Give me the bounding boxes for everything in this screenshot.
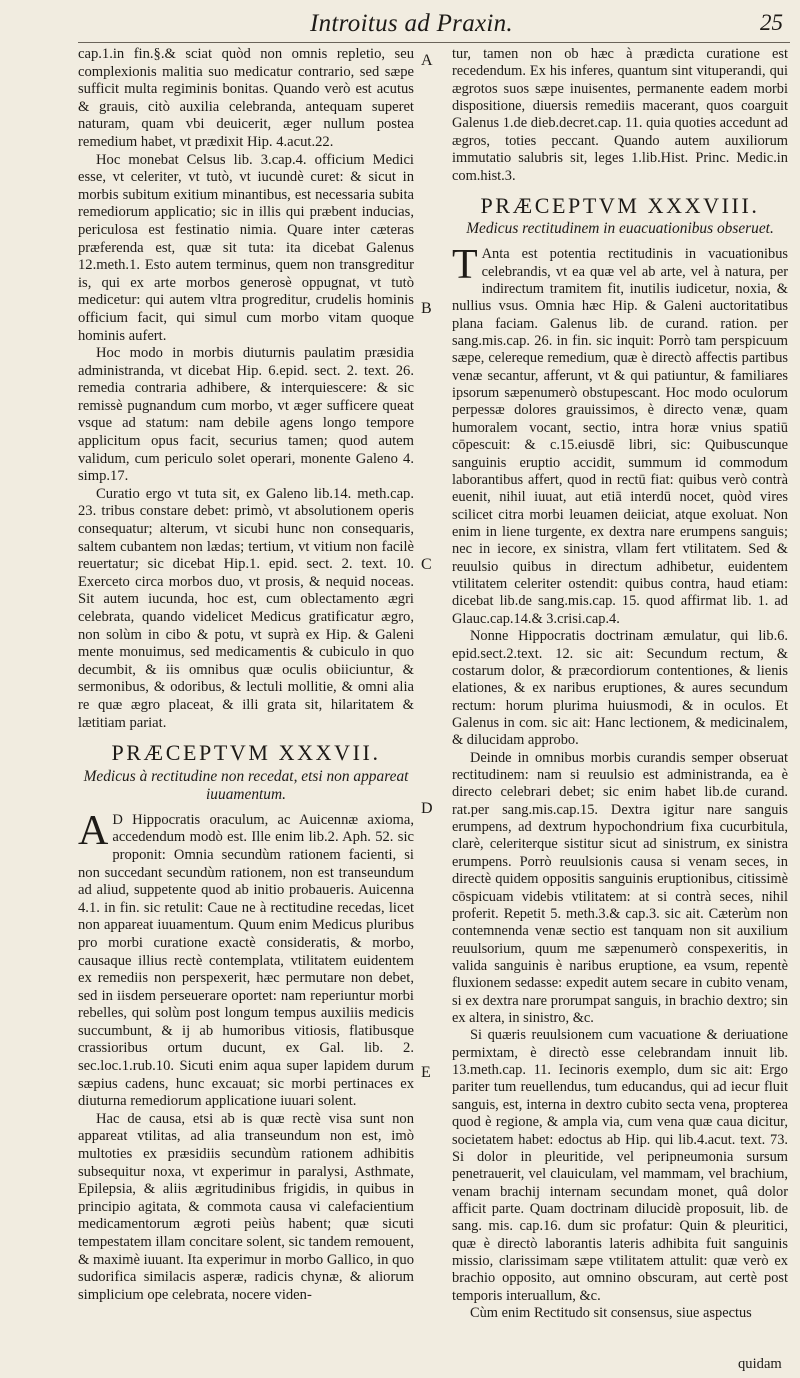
left-paragraph-5-text: D Hippocratis oraculum, ac Auicennæ axioma, accedendum modò est. Ille enim lib.2. Aph. 52. sic proponit: Omnia secundùm rationem facienti, si non succedant secundùm rationem, non est transeundum ad aliud, suppetente quod ab initio probaueris. Auicenna 4.1. in fin. sic retulit: Caue ne à rectitudine recedas, licet non appareat iuuamentum. Quum enim Medicus pluribus pro morbi curatione exactè consideratis, & morbo, causaque illius rectè contemplata, vtilitatem euidentem ex remediis non perspexerit, hæc permutare non debet, sed in iisdem perseuerare oportet: nam reperiuntur morbi rebelles, qui solùm post longum tempus auxiliis medicis succumbunt, & ij ab humoribus vitiosis, flatibusque crassioribus ortum ducunt, ex Gal. lib. 2. sec.loc.1.rub.10. Sicuti enim aqua super lapidem durum sæpius cadens, hunc excauat; sic morbi pertinaces ex diuturna remediorum applicatione iuuari solent.: [78, 811, 414, 1110]
right-paragraph-2: [452, 242, 788, 628]
drop-cap-a: A: [78, 807, 109, 854]
left-paragraph-6: Hac de causa, etsi ab is quæ rectè visa sunt non appareat vtilitas, ad alia transeundum non est, imò multoties ex præsidiis secundùm rationem adhibitis subsequitur noxa, vt experimur in paralysi, Asthmate, Epilepsia, & aliis ægritudinibus frigidis, in quibus in principio agitata, & commota causa vi calefacientium medicamentorum ægroti peiùs habent; quæ sicuti tempestatem illam concitare solent, sic tandem remouent, & maximè iuuant. Ita experimur in morbo Gallico, in quo sudorifica similacis asperæ, radicis chynæ, & aliorum simplicium ope celebrata, nocere viden-: [78, 1110, 414, 1303]
margin-letter-e: E: [421, 1064, 431, 1081]
header-rule: [78, 42, 790, 43]
precept-37-heading: PRÆCEPTVM XXXVII.: [111, 740, 381, 766]
precept-37-subheading: Medicus à rectitudine non recedat, etsi non appareat iuuamentum.: [83, 767, 409, 803]
margin-letter-a: A: [421, 52, 433, 69]
catchword: quidam: [738, 1356, 782, 1372]
right-paragraph-3: Nonne Hippocratis doctrinam æmulatur, qui lib.6. epid.sect.2.text. 12. sic ait: Secundum rectum, & costarum dolor, & præcordiorum contentiones, & lienis elationes, & ex naribus eruptiones, & aures secundum rectum: horum plurima huiusmodi, & in oculos. Et Galenus in com. sic ait: Hanc lectionem, & medicinalem, & dilucidam approbo.: [452, 628, 788, 749]
right-paragraph-2-text: Anta est potentia rectitudinis in vacuationibus celebrandis, vt ea quæ vel ab arte, vel à natura, per indirectum tramitem fit, inutilis iudicetur, noxia, & nullius vsus. Omnia hæc Hip. & Galeni auctoritatibus plana faciam. Galenus lib. de curand. ration. per sang.mis.cap. 26. in fin. sic inquit: Porrò tam perspicuum sæpe, celereque remedium, quæ è directò affectis partibus venæ secantur, afferunt, vt & qui patiuntur, & familiares ipsorum sæpenumerò obstupescant. Hoc modo oculorum perpessæ dolores grauissimos, è directo venæ, quam humoralem vocant, sectio, intra horæ vnius spatiū cōpescuit: & c.15.eiusdē libri, sic: Quibuscunque sanguinis eruptio accidit, summum id commodum laborantibus affert, quod in rectū fiat: quibus verò contrà euenit, nihil iuuat, aut etiā interdū nocet, quòd vires scilicet citra morbi leuamen deiiciat, atque exoluat. Non enim in liene turgente, ex dextra nare erumpens sanguis; nec in iecore, ex sinistra, vllam fert vtilitatem. Sed & reuulsio quibus in directum adhibetur, euidentem vtilitatem celeriter ostendit: quibus contra, haud etiam: dicebat lib.de sang.mis.cap. 15. quod affirmat lib. 1. ad Glauc.cap.14.& 3.crisi.cap.4.: [452, 246, 788, 627]
right-paragraph-4: Deinde in omnibus morbis curandis semper obseruat rectitudinem: nam si reuulsio est administranda, ea è directo celebrari debet; sic enim habet lib.de curand. rat.per sang.mis.cap.15. Dextra igitur nare sanguis erumpens, ad dextrum hypochondrium fixa cucurbitula, clarè, celeriterque sistitur sicut ad sinistrum, ex sinistra erumpens. Porrò reuulsionis causa si venam seces, in directè quidem oppositis sanguinis eruptionibus, citissimè cōspicuam videbis vtilitatem: at si contrà seces, nihil proferit. Repetit 5. meth.3.& cap.3. sic ait. Cæterùm non contemnenda venæ sectio est tanquam non sit auxilium reuulsorium, quum me sæpenumerò conspexeritis, in valida sanguinis è naribus eruptione, ea vsum, repentè fluxionem sedasse: expedit autem secare in cubito venam, si ex dextra nare prorumpat sanguis, in brachio dextro; sin ex altera, in sinistro, &c.: [452, 749, 788, 1027]
left-column: [78, 46, 414, 1304]
page-number: 25: [760, 10, 783, 35]
right-paragraph-6: Cùm enim Rectitudo sit consensus, siue aspectus: [470, 1305, 752, 1322]
right-paragraph-5: Si quæris reuulsionem cum vacuatione & deriuatione permixtam, è directò esse celebrandam innuit lib. 13.meth.cap. 11. Iecinoris exemplo, dum sic ait: Ergo pariter tum reuellendus, tum educandus, qui ad iecur fluit sanguis, est, interna in dextro cubito secta vena, propterea quod è regione, & ampla via, cum vena quæ caua dicitur, societatem habet: edoctus ab Hip. qui lib.4.acut. text. 73. Si dolor in pleuritide, vel peripneumonia sursum penetrauerit, vel clauiculam, vel mammam, vel brachium, venam brachij internam secundam monet, quâ dolor afficit parte. Quam doctrinam dilucidè proposuit, lib. de sang. mis. cap.16. dum sic profatur: Quin & pleuritici, quæ è directò laborantis lateris adhibita fuit sanguinis missio, clarissimam sæpe vtilitatem attulit: quæ verò ex brachio opposito, aut omnino obscuram, aut certè post temporis interuallum, &c.: [452, 1027, 788, 1304]
left-paragraph-2: Hoc monebat Celsus lib. 3.cap.4. officium Medici esse, vt celeriter, vt tutò, vt iucundè curet: & sicut in morbis subitum exitium minantibus, est necessaria subita remediorum applicatio; sic in illis qui præbent inducias, periculosa est festinatio nimia. Quare inter cæteras præferenda est, quæ sit tuta: ita dicebat Galenus 12.meth.1. Esto autem terminus, quem non transgreditur is, qui ex arte morbos generosè oppugnat, vt tutò medicetur: qui autem vltra progreditur, crudelis hominis officium facit, qui simul cum morbo vitam quoque hominis aufert.: [78, 151, 414, 344]
precept-38-subheading: Medicus rectitudinem in euacuationibus obseruet.: [466, 220, 774, 238]
left-paragraph-1: cap.1.in fin.§.& sciat quòd non omnis repletio, seu complexionis malitia suo medicatur contrario, sed sæpe sufficit multa regiminis bonitas. Quando verò est acutus & grauis, citò auxilia celebranda, antequam superet naturam, quam vbi deuicerit, æger nullum postea remedium habet, vt prædixit Hip. 4.acut.22.: [78, 46, 414, 150]
margin-letter-d: D: [421, 800, 433, 817]
left-paragraph-3: Hoc modo in morbis diuturnis paulatim præsidia administranda, vt dicebat Hip. 6.epid. sect. 2. text. 26. remedia contraria adhibere, & interquiescere: & sic remissè pugnandum cum morbo, vt æger sufficere queat vsque ad statum: nam debile agens longo tempore applicitum opus facit, securius tamen; quod autem validum, cum periculo solet operari, monente Galeno 4. simp.17.: [78, 345, 414, 485]
left-paragraph-5: [78, 807, 414, 1111]
left-paragraph-4: Curatio ergo vt tuta sit, ex Galeno lib.14. meth.cap. 23. tribus constare debet: primò, vt absolutionem operis consequatur; alterum, vt sicubi hunc non consequaris, saltem cubantem non lædas; tertium, vt vitium non facilè reuertatur; sic dicebat Hip.1. epid. sect. 2. text. 10. Exerceto circa morbos duo, vt prosis, & nequid noceas. Sit autem iucunda, hoc est, cum oblectamento ægri celebrata, quando videlicet Medicus gratificatur ægro, non solùm in cibo & potu, vt suprà ex Hip. & Galeni mente monuimus, sed medicamentis & cubiculo in quo decumbit, & iis omnibus quæ oculis obiiciuntur, & sermonibus, & odoribus, & lectuli mollitie, & omni alia re quæ ægro placeat, & illi grata sit, hilaritatem & lætitiam pariat.: [78, 485, 414, 731]
precept-38-heading: PRÆCEPTVM XXXVIII.: [480, 192, 760, 218]
drop-cap-t: T: [452, 242, 478, 289]
margin-letter-b: B: [421, 300, 432, 317]
running-title: Introitus ad Praxin.: [310, 10, 513, 37]
margin-letter-c: C: [421, 556, 432, 573]
right-column: [452, 46, 788, 1323]
right-paragraph-1: tur, tamen non ob hæc à prædicta curatione est recedendum. Ex his inferes, quantum sint vituperandi, qui ægrotos suos sæpe inuisentes, permanente eadem morbi dispositione, diuersis remediis macerant, quos coarguit Galenus 1.de dieb.decret.cap. 11. quia quoties accedunt ad ægros, toties peccant. Quando autem auxiliorum immutatio salubris sit, leges 1.lib.Hist. Princ. Medic.in com.hist.3.: [452, 46, 788, 184]
